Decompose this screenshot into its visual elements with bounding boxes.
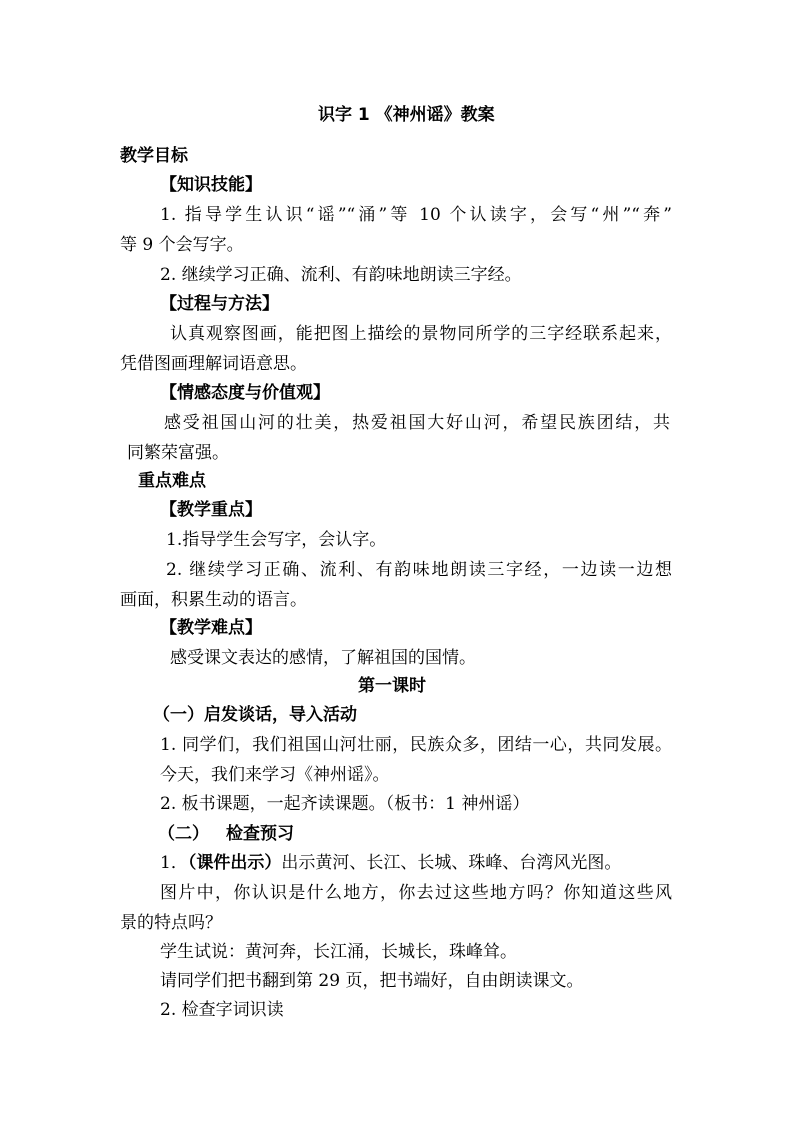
process-text: 认真观察图画，能把图上描绘的景物同所学的三字经联系起来， xyxy=(170,324,672,344)
step-2-para-1-prefix: 1． xyxy=(160,853,188,873)
step-2-heading-text: 检查预习 xyxy=(226,824,294,844)
subheading-knowledge: 【知识技能】 xyxy=(160,175,262,195)
goal-1-text-cont: 等 9 个会写字。 xyxy=(120,235,244,255)
step-1-para-1: 1. 同学们，我们祖国山河壮丽，民族众多，团结一心，共同发展。 xyxy=(160,735,672,755)
subheading-process: 【过程与方法】 xyxy=(160,294,279,314)
process-text-cont: 凭借图画理解词语意思。 xyxy=(120,354,307,374)
emotion-text: 感受祖国山河的壮美，热爱祖国大好山河，希望民族团结，共 xyxy=(164,413,670,433)
step-2-heading-number: （二） xyxy=(158,824,209,844)
step-1-para-2: 2. 板书课题，一起齐读课题。（板书：1 神州谣） xyxy=(160,794,530,814)
goal-1-text: 1. 指导学生认识“谣”“涌”等 10 个认读字，会写“州”“奔” xyxy=(160,205,672,225)
step-2-para-1-rest: 出示黄河、长江、长城、珠峰、台湾风光图。 xyxy=(281,853,622,873)
section-heading-key: 重点难点 xyxy=(138,471,206,491)
step-2-para-1 xyxy=(160,853,621,873)
subheading-emotion: 【情感态度与价值观】 xyxy=(160,383,330,403)
subheading-difficulty: 【教学难点】 xyxy=(160,618,262,638)
step-2-para-3: 学生试说：黄河奔，长江涌，长城长，珠峰耸。 xyxy=(160,942,517,962)
step-2-para-2-cont: 景的特点吗？ xyxy=(120,913,222,933)
document-title: 识字 1 《神州谣》教案 xyxy=(318,105,495,125)
step-2-para-4: 请同学们把书翻到第 29 页，把书端好，自由朗读课文。 xyxy=(160,971,584,991)
step-2-para-5: 2. 检查字词识读 xyxy=(160,1000,284,1020)
step-1-para-1-cont: 今天，我们来学习《神州谣》。 xyxy=(160,765,390,785)
step-2-para-1-courseware-tag: （课件出示） xyxy=(187,853,282,873)
subheading-key-points: 【教学重点】 xyxy=(160,500,262,520)
key-2-text: 2. 继续学习正确、流利、有韵味地朗读三字经，一边读一边想 xyxy=(166,560,672,580)
lesson-heading: 第一课时 xyxy=(358,676,426,696)
difficulty-text: 感受课文表达的感情，了解祖国的国情。 xyxy=(170,648,476,668)
emotion-text-cont: 同繁荣富强。 xyxy=(127,443,229,463)
section-heading-goals: 教学目标 xyxy=(120,146,188,166)
key-1-text: 1.指导学生会写字，会认字。 xyxy=(166,530,387,550)
key-2-text-cont: 画面，积累生动的语言。 xyxy=(120,590,307,610)
step-2-para-2: 图片中，你认识是什么地方，你去过这些地方吗？你知道这些风 xyxy=(160,883,672,903)
goal-2-text: 2. 继续学习正确、流利、有韵味地朗读三字经。 xyxy=(160,265,522,285)
step-1-heading: （一）启发谈话，导入活动 xyxy=(153,705,357,725)
